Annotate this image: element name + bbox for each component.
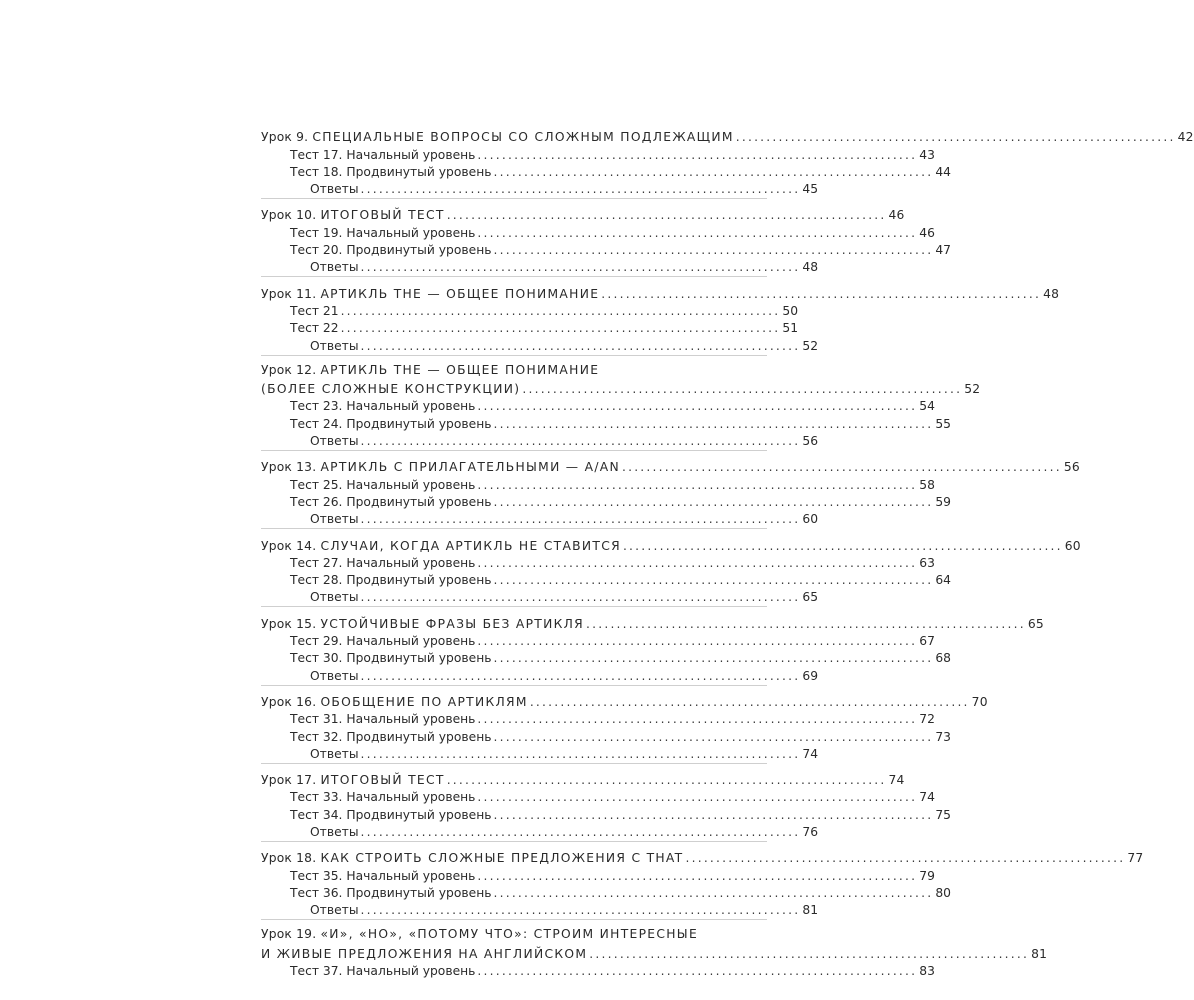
test-entry [261, 710, 935, 727]
answers-entry [261, 258, 819, 275]
page-number: 68 [935, 651, 951, 666]
dot-leader: ........................................................................ [360, 903, 801, 918]
page-number: 50 [782, 303, 799, 318]
page-number: 80 [935, 885, 951, 900]
test-entry [261, 554, 935, 571]
dot-leader: ........................................................................ [446, 208, 887, 223]
answers-entry [261, 588, 819, 605]
page-number: 48 [802, 260, 819, 275]
page-number: 65 [802, 590, 819, 605]
page-number: 64 [935, 573, 951, 588]
dot-leader: ........................................................................ [529, 694, 970, 709]
dot-leader: ........................................................................ [360, 512, 801, 527]
page-number: 83 [919, 964, 935, 979]
answers-entry [261, 180, 819, 197]
lesson-title: КАК СТРОИТЬ СЛОЖНЫЕ ПРЕДЛОЖЕНИЯ С THAT [320, 851, 684, 866]
page-number: 76 [802, 824, 819, 839]
page-number: 48 [1043, 286, 1060, 301]
test-entry [261, 788, 935, 805]
toc-section [261, 128, 1194, 199]
lesson-title: «И», «НО», «ПОТОМУ ЧТО»: СТРОИМ ИНТЕРЕСНЫЕ [320, 927, 699, 942]
page-number: 52 [964, 382, 981, 397]
dot-leader: ........................................................................ [493, 494, 934, 509]
page-number: 63 [919, 555, 935, 570]
test-label: Тест 31. Начальный уровень [290, 712, 476, 727]
lesson-number: Урок 13. [261, 460, 317, 475]
page-number: 60 [1064, 538, 1081, 553]
page-number: 46 [919, 225, 935, 240]
toc-section [261, 693, 988, 764]
page-number: 75 [935, 807, 951, 822]
dot-leader: ........................................................................ [446, 773, 887, 788]
test-entry [261, 319, 799, 336]
page-number: 65 [1027, 616, 1044, 631]
answers-label: Ответы [310, 746, 359, 761]
test-entry [261, 414, 951, 431]
lesson-number: Урок 10. [261, 208, 317, 223]
dot-leader: ........................................................................ [522, 382, 963, 397]
lesson-heading [261, 458, 1080, 475]
dot-leader: ........................................................................ [493, 243, 934, 258]
test-entry [261, 884, 951, 901]
test-entry [261, 397, 935, 414]
page-number: 79 [919, 868, 935, 883]
dot-leader: ........................................................................ [621, 460, 1062, 475]
lesson-number: Урок 15. [261, 616, 317, 631]
test-entry [261, 727, 951, 744]
answers-label: Ответы [310, 903, 359, 918]
page-number: 54 [919, 399, 935, 414]
lesson-title: АРТИКЛЬ THE — ОБЩЕЕ ПОНИМАНИЕ [320, 286, 600, 301]
test-entry [261, 302, 799, 319]
dot-leader: ........................................................................ [493, 651, 934, 666]
lesson-heading [261, 363, 767, 380]
test-entry [261, 866, 935, 883]
lesson-heading [261, 771, 905, 788]
test-label: Тест 22 [290, 321, 339, 336]
page-number: 81 [802, 903, 819, 918]
dot-leader: ........................................................................ [360, 590, 801, 605]
table-of-contents [261, 128, 1194, 987]
lesson-title: СЛУЧАИ, КОГДА АРТИКЛЬ НЕ СТАВИТСЯ [320, 538, 621, 553]
test-entry [261, 493, 951, 510]
page-number: 59 [935, 494, 951, 509]
answers-label: Ответы [310, 668, 359, 683]
test-label: Тест 29. Начальный уровень [290, 634, 476, 649]
lesson-title: ИТОГОВЫЙ ТЕСТ [320, 208, 445, 223]
page-number: 52 [802, 338, 819, 353]
test-entry [261, 475, 935, 492]
lesson-number: Урок 16. [261, 694, 317, 709]
page-number: 46 [888, 208, 905, 223]
test-entry [261, 241, 951, 258]
dot-leader: ........................................................................ [477, 147, 918, 162]
lesson-heading [261, 693, 988, 710]
answers-label: Ответы [310, 590, 359, 605]
lesson-heading-continued [261, 380, 981, 397]
page-number: 67 [919, 634, 935, 649]
toc-section [261, 284, 1060, 355]
dot-leader: ........................................................................ [360, 338, 801, 353]
page-number: 81 [1031, 946, 1048, 961]
dot-leader: ........................................................................ [360, 824, 801, 839]
test-label: Тест 27. Начальный уровень [290, 555, 476, 570]
test-label: Тест 21 [290, 303, 339, 318]
page-number: 73 [935, 729, 951, 744]
dot-leader: ........................................................................ [477, 868, 918, 883]
answers-entry [261, 510, 819, 527]
page-number: 47 [935, 243, 951, 258]
lesson-number: Урок 19. [261, 927, 317, 942]
page-number: 44 [935, 164, 951, 179]
dot-leader: ........................................................................ [360, 434, 801, 449]
toc-section [261, 458, 1080, 529]
lesson-title: ИТОГОВЫЙ ТЕСТ [320, 773, 445, 788]
answers-label: Ответы [310, 434, 359, 449]
lesson-title: ОБОБЩЕНИЕ ПО АРТИКЛЯМ [320, 694, 528, 709]
page-number: 74 [888, 773, 905, 788]
toc-section [261, 362, 981, 451]
page-number: 56 [1063, 460, 1080, 475]
test-label: Тест 30. Продвинутый уровень [290, 651, 492, 666]
lesson-heading [261, 536, 1081, 553]
test-entry [261, 805, 951, 822]
lesson-title-continued: (БОЛЕЕ СЛОЖНЫЕ КОНСТРУКЦИИ) [261, 382, 521, 397]
dot-leader: ........................................................................ [493, 573, 934, 588]
test-label: Тест 25. Начальный уровень [290, 477, 476, 492]
test-label: Тест 17. Начальный уровень [290, 147, 476, 162]
dot-leader: ........................................................................ [340, 303, 781, 318]
test-label: Тест 19. Начальный уровень [290, 225, 476, 240]
toc-section [261, 536, 1081, 607]
test-entry [261, 649, 951, 666]
dot-leader: ........................................................................ [622, 538, 1063, 553]
dot-leader: ........................................................................ [360, 668, 801, 683]
answers-label: Ответы [310, 824, 359, 839]
dot-leader: ........................................................................ [477, 225, 918, 240]
dot-leader: ........................................................................ [477, 399, 918, 414]
test-label: Тест 37. Начальный уровень [290, 964, 476, 979]
dot-leader: ........................................................................ [589, 946, 1030, 961]
dot-leader: ........................................................................ [493, 164, 934, 179]
dot-leader: ........................................................................ [340, 321, 781, 336]
test-label: Тест 35. Начальный уровень [290, 868, 476, 883]
lesson-heading [261, 206, 905, 223]
dot-leader: ........................................................................ [477, 964, 918, 979]
page-number: 72 [919, 712, 935, 727]
lesson-number: Урок 14. [261, 538, 317, 553]
lesson-number: Урок 18. [261, 851, 317, 866]
toc-section [261, 771, 951, 842]
page-number: 56 [802, 434, 819, 449]
test-entry [261, 571, 951, 588]
lesson-heading [261, 849, 1144, 866]
test-label: Тест 23. Начальный уровень [290, 399, 476, 414]
answers-label: Ответы [310, 182, 359, 197]
answers-entry [261, 823, 819, 840]
page-number: 42 [1177, 130, 1194, 145]
page-number: 58 [919, 477, 935, 492]
test-label: Тест 32. Продвинутый уровень [290, 729, 492, 744]
lesson-heading [261, 927, 767, 944]
test-label: Тест 33. Начальный уровень [290, 790, 476, 805]
page-number: 74 [919, 790, 935, 805]
dot-leader: ........................................................................ [493, 807, 934, 822]
page-number: 55 [935, 416, 951, 431]
test-label: Тест 18. Продвинутый уровень [290, 164, 492, 179]
dot-leader: ........................................................................ [685, 851, 1126, 866]
dot-leader: ........................................................................ [360, 182, 801, 197]
lesson-title: УСТОЙЧИВЫЕ ФРАЗЫ БЕЗ АРТИКЛЯ [320, 616, 585, 631]
test-label: Тест 36. Продвинутый уровень [290, 885, 492, 900]
test-entry [261, 632, 935, 649]
lesson-title: АРТИКЛЬ С ПРИЛАГАТЕЛЬНЫМИ — A/AN [320, 460, 620, 475]
dot-leader: ........................................................................ [586, 616, 1026, 631]
answers-label: Ответы [310, 512, 359, 527]
lesson-heading [261, 614, 1044, 631]
test-entry [261, 223, 935, 240]
test-label: Тест 20. Продвинутый уровень [290, 243, 492, 258]
answers-entry [261, 901, 819, 918]
lesson-heading [261, 284, 1060, 301]
page-number: 70 [971, 694, 988, 709]
answers-entry [261, 666, 819, 683]
dot-leader: ........................................................................ [477, 712, 918, 727]
dot-leader: ........................................................................ [477, 790, 918, 805]
toc-section [261, 927, 1048, 980]
lesson-number: Урок 12. [261, 362, 317, 377]
test-label: Тест 28. Продвинутый уровень [290, 573, 492, 588]
test-entry [261, 145, 935, 162]
toc-section [261, 849, 1144, 920]
page-number: 69 [802, 668, 819, 683]
dot-leader: ........................................................................ [477, 634, 918, 649]
page-number: 77 [1127, 851, 1144, 866]
toc-section [261, 206, 951, 277]
test-entry [261, 163, 951, 180]
test-label: Тест 26. Продвинутый уровень [290, 494, 492, 509]
page-number: 51 [782, 321, 799, 336]
page-number: 45 [802, 182, 819, 197]
dot-leader: ........................................................................ [493, 729, 934, 744]
lesson-title-continued: И ЖИВЫЕ ПРЕДЛОЖЕНИЯ НА АНГЛИЙСКОМ [261, 946, 588, 961]
dot-leader: ........................................................................ [360, 746, 801, 761]
lesson-title: СПЕЦИАЛЬНЫЕ ВОПРОСЫ СО СЛОЖНЫМ ПОДЛЕЖАЩИМ [312, 130, 734, 145]
dot-leader: ........................................................................ [493, 885, 934, 900]
answers-label: Ответы [310, 260, 359, 275]
dot-leader: ........................................................................ [477, 555, 918, 570]
dot-leader: ........................................................................ [735, 130, 1176, 145]
answers-entry [261, 745, 819, 762]
lesson-heading [261, 128, 1194, 145]
page-number: 60 [802, 512, 819, 527]
dot-leader: ........................................................................ [477, 477, 918, 492]
test-label: Тест 24. Продвинутый уровень [290, 416, 492, 431]
dot-leader: ........................................................................ [493, 416, 934, 431]
answers-entry [261, 432, 819, 449]
lesson-number: Урок 17. [261, 773, 317, 788]
page-number: 74 [802, 746, 819, 761]
answers-label: Ответы [310, 338, 359, 353]
lesson-heading-continued [261, 944, 1048, 961]
dot-leader: ........................................................................ [601, 286, 1042, 301]
page-number: 43 [919, 147, 935, 162]
test-label: Тест 34. Продвинутый уровень [290, 807, 492, 822]
lesson-number: Урок 11. [261, 286, 317, 301]
answers-entry [261, 336, 819, 353]
lesson-title: АРТИКЛЬ THE — ОБЩЕЕ ПОНИМАНИЕ [320, 362, 600, 377]
toc-section [261, 614, 1044, 685]
dot-leader: ........................................................................ [360, 260, 801, 275]
lesson-number: Урок 9. [261, 130, 309, 145]
test-entry [261, 962, 935, 979]
